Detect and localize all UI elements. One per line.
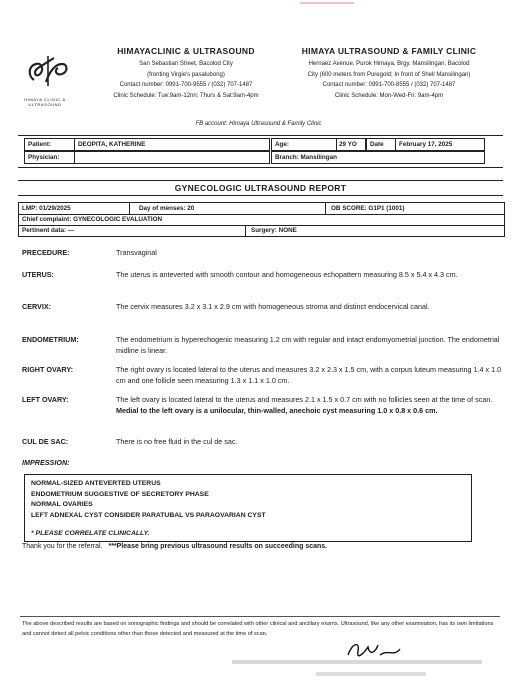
finding-label-left-ovary: LEFT OVARY: (22, 395, 69, 404)
impression-item: NORMAL-SIZED ANTEVERTED UTERUS (31, 480, 161, 487)
age-value-cell (336, 138, 366, 151)
age-cell (271, 138, 337, 151)
info-divider (129, 203, 130, 214)
age-value: 29 YO (339, 141, 357, 148)
clinic2-name: HIMAYA ULTRASOUND & FAMILY CLINIC (301, 46, 477, 56)
clinic1-landmark: (fronting Virgie's pasalubong) (147, 71, 225, 78)
thank-you-text: Thank you for the referral. (22, 543, 103, 550)
clinic1-address: San Sebastian Street, Bacolod City (139, 61, 233, 67)
finding-text-cervix: The cervix measures 3.2 x 3.1 x 2.9 cm with homogeneous stroma and distinct endocervical canal. (116, 302, 430, 311)
signature-blur-text-2 (316, 672, 426, 676)
surgery: Surgery: NONE (251, 227, 297, 234)
logo-icon (20, 50, 76, 90)
logo-text: HIMAYA CLINIC & ULTRASOUND (24, 97, 66, 107)
top-mark: ▬▬▬▬▬▬▬▬▬ (300, 0, 354, 6)
signature-icon (330, 633, 450, 673)
pertinent-data: Pertinent data: — (22, 227, 75, 234)
clinic2-schedule: Clinic Schedule: Mon-Wed-Fri: 9am-4pm (334, 92, 444, 99)
physician-label: Physician: (28, 154, 60, 161)
finding-label-cervix: CERVIX: (22, 302, 52, 311)
ob-score: OB SCORE: G1P1 (1001) (331, 205, 405, 212)
finding-text-endometrium: The endometrium is hyperechogenic measuring 1.2 cm with regular and intact endomyometrial junction. The endometrial midline is linear. (116, 335, 500, 355)
branch-label: Branch: Mansilingan (275, 154, 337, 161)
finding-text-uterus: The uterus is anteverted with smooth contour and homogeneous echopattern measuring 8.5 x 5.4 x 4.3 cm. (116, 270, 458, 279)
chief-complaint: Chief complaint: GYNECOLOGIC EVALUATION (22, 216, 163, 223)
finding-label-cul-de-sac: CUL DE SAC: (22, 437, 69, 446)
disclaimer: The above described results are based on sonographic findings and should be correlated with other clinical and ancillary exams. Ultrasound, like any other examination, has its own limitations and cannot detect all pelvic conditions other than those detected and measured at the time of scan. (22, 621, 494, 637)
impression-list (31, 479, 266, 521)
patient-box (18, 135, 503, 168)
date-label-cell (366, 138, 396, 151)
patient-label: Patient: (28, 141, 52, 148)
clinic2-address: Hernaez Avenue, Purok Himaya, Brgy. Mansilingan, Bacolod (308, 61, 470, 67)
patient-value-cell (74, 138, 270, 151)
finding-text-cul-de-sac: There is no free fluid in the cul de sac. (116, 437, 238, 446)
fb-account: FB account: Himaya Ultrasound & Family Clinic (195, 121, 322, 127)
age-label: Age: (275, 141, 289, 148)
physician-value-cell (74, 151, 270, 164)
impression-box (24, 474, 472, 542)
finding-label-right-ovary: RIGHT OVARY: (22, 365, 73, 374)
left-ovary-text-a: The left ovary is located lateral to the uterus and measures 2.1 x 1.5 x 0.7 cm with no follicles seen at the time of scan. (116, 395, 493, 404)
impression-item: ENDOMETRIUM SUGGESTIVE OF SECRETORY PHASE (31, 490, 209, 498)
info-table (18, 202, 505, 237)
clinic1-contact: Contact number: 0991-700-9555 / (032) 707-1487 (119, 82, 253, 88)
info-divider (245, 225, 246, 236)
clinic2-landmark: City (600 meters from Puregold; In front of Shell Mansilingan) (307, 71, 471, 78)
info-divider (325, 203, 326, 214)
finding-text-right-ovary: The right ovary is located lateral to the uterus and measures 3.2 x 2.3 x 1.5 cm, with a corpus luteum measuring 1.4 x 1.0 cm and one follicle seen measuring 1.3 x 1.1 x 1.0 cm. (116, 365, 502, 385)
impression-item: LEFT ADNEXAL CYST CONSIDER PARATUBAL VS PARAOVARIAN CYST (31, 511, 266, 519)
clinic-logo (20, 50, 76, 108)
date-value: February 17, 2025 (399, 141, 453, 148)
impression-item: NORMAL OVARIES (31, 501, 93, 508)
thank-you-line (22, 543, 327, 550)
info-row-3 (19, 225, 504, 236)
impression-label: IMPRESSION: (22, 458, 70, 467)
disclaimer-rule (20, 616, 500, 617)
left-ovary-text-b: Medial to the left ovary is a unilocular, thin-walled, anechoic cyst measuring 1.0 x 0.8 x 0.6 cm. (116, 405, 438, 415)
finding-text-left-ovary (116, 395, 504, 416)
clinic2-header (282, 46, 496, 101)
correlate-note: * PLEASE CORRELATE CLINICALLY. (31, 530, 150, 537)
day-of-menses: Day of menses: 20 (139, 205, 195, 212)
finding-text-procedure: Transvaginal (116, 248, 157, 257)
finding-label-uterus: UTERUS: (22, 270, 54, 279)
patient-value: DEOPITA, KATHERINE (78, 141, 146, 148)
physician-label-cell (24, 151, 75, 164)
signature-blur-text (232, 660, 482, 664)
previous-results-note: ***Please bring previous ultrasound results on succeeding scans. (108, 543, 328, 550)
clinic1-name: HIMAYACLINIC & ULTRASOUND (117, 46, 255, 56)
lmp: LMP: 01/29/2025 (22, 205, 71, 212)
report-title-bar (18, 180, 503, 196)
finding-label-procedure: PRECEDURE: (22, 248, 70, 257)
clinic2-contact: Contact number: 0991-700-8555 / (032) 707-1487 (322, 82, 456, 88)
signature (330, 633, 450, 673)
clinic1-schedule: Clinic Schedule: Tue:9am-12nn; Thurs & Sat:9am-4pm (113, 92, 259, 99)
branch-cell (271, 151, 485, 164)
clinic1-header (92, 46, 280, 101)
date-label: Date (370, 141, 384, 148)
finding-label-endometrium: ENDOMETRIUM: (22, 335, 79, 344)
date-value-cell (395, 138, 485, 151)
report-title: GYNECOLOGIC ULTRASOUND REPORT (174, 183, 347, 193)
patient-label-cell (24, 138, 75, 151)
